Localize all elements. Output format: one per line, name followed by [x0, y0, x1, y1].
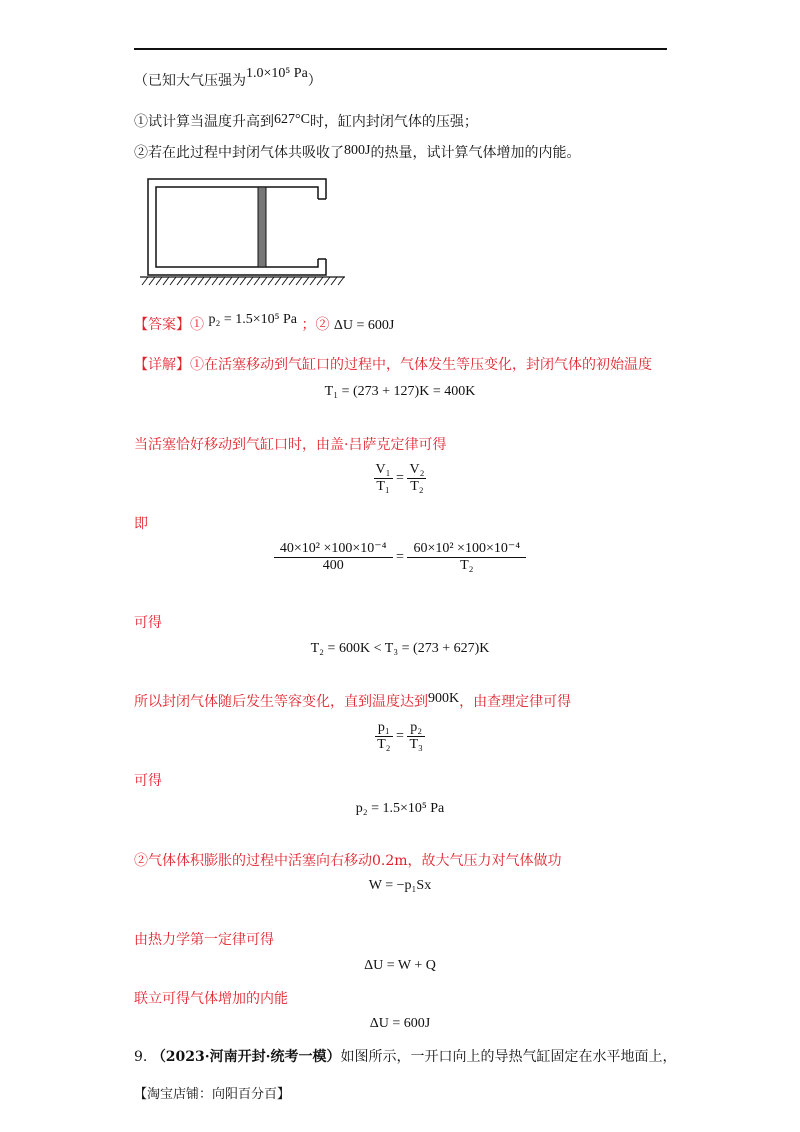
detail-intro: 【详解】①在活塞移动到气缸口的过程中，气体发生等压变化，封闭气体的初始温度	[134, 357, 652, 373]
work-text: ②气体体积膨胀的过程中活塞向右移动0.2m，故大气压力对气体做功	[134, 853, 562, 869]
question-2: ②若在此过程中封闭气体共吸收了800J的热量，试计算气体增加的内能。	[134, 143, 581, 161]
equation-final: ΔU = 600J	[369, 1016, 431, 1031]
equation-T1: T₁ = (273 + 127)K = 400K	[324, 384, 476, 399]
footer: 【淘宝店铺：向阳百分百】	[134, 1087, 291, 1102]
isochoric-text: 所以封闭气体随后发生等容变化，直到温度达到900K，由查理定律可得	[134, 691, 572, 710]
question-1: ①试计算当温度升高到627°C时，缸内封闭气体的压强；	[134, 112, 478, 130]
equation-first-law: ΔU = W + Q	[364, 958, 436, 973]
kede-text-2: 可得	[134, 773, 162, 789]
ji-text: 即	[134, 516, 148, 532]
joint-text: 联立可得气体增加的内能	[134, 991, 288, 1007]
atmospheric-pressure-note: （已知大气压强为1.0×10⁵ Pa）	[134, 66, 322, 89]
cylinder-piston-diagram	[140, 175, 360, 295]
equation-work: W = −p₁Sx	[368, 878, 432, 893]
top-rule	[134, 48, 667, 50]
equation-charles: $\frac{\text{p₁}}{\text{T₂}}$ = $\frac{\text{p₂}}{\text{T₃}}$	[377, 720, 423, 752]
equation-T2: T₂ = 600K < T₃ = (273 + 627)K	[310, 641, 490, 656]
equation-gay-lussac: $\frac{\text{V₁}}{\text{T₁}}$ = $\frac{\text{V₂}}{\text{T₂}}$	[375, 462, 425, 494]
ground-hatching	[142, 277, 344, 285]
equation-substitution: $\frac{\text{40×10² ×100×10⁻⁴}}{400}$ = $\frac{\text{60×10² ×100×10⁻⁴}}{\text{T₂}}$	[0, 541, 800, 574]
next-question: 9. （2023·河南开封·统考一模）如图所示，一开口向上的导热气缸固定在水平地面上，	[134, 1049, 677, 1065]
answer-line: 【答案】① p₂ = 1.5×10⁵ Pa ；② ΔU = 600J	[134, 312, 395, 333]
piston	[258, 187, 266, 267]
kede-text-1: 可得	[134, 615, 162, 631]
first-law-text: 由热力学第一定律可得	[134, 932, 274, 948]
equation-p2: p₂ = 1.5×10⁵ Pa	[355, 801, 445, 816]
gay-lussac-text: 当活塞恰好移动到气缸口时，由盖·吕萨克定律可得	[134, 437, 447, 453]
